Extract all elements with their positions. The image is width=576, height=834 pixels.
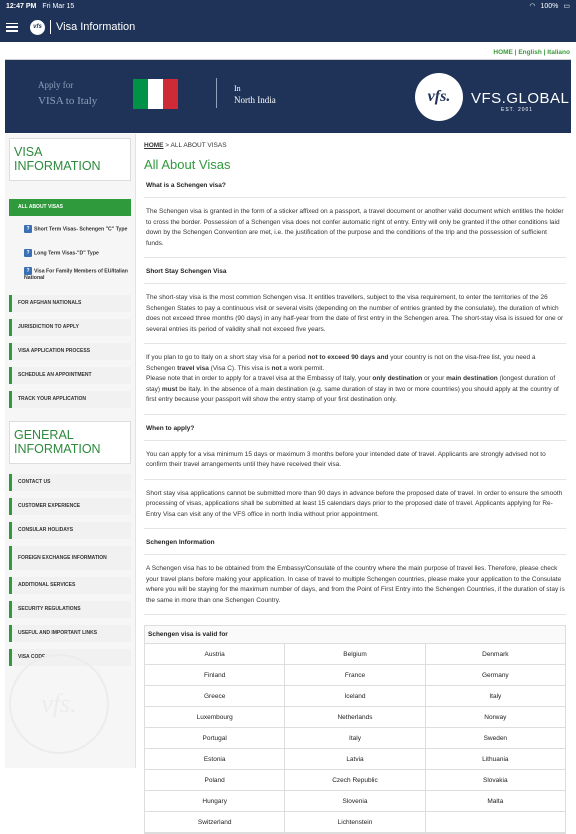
section-divider: [144, 528, 566, 529]
text-span: If you plan to go to Italy on a short stay visa for a period: [146, 354, 308, 361]
table-cell: Sweden: [426, 728, 565, 749]
sidebar-subitem-label: Visa For Family Members of EU/Italian National: [24, 268, 128, 282]
sidebar-item-track[interactable]: TRACK YOUR APPLICATION: [9, 391, 131, 408]
table-cell: Greece: [145, 686, 285, 707]
table-cell: Slovakia: [426, 770, 565, 791]
sidebar-subitem-short-term[interactable]: [9, 225, 131, 247]
section-divider: [144, 197, 566, 198]
sidebar-subitem-family[interactable]: [9, 267, 131, 289]
table-cell: Lichtenstein: [285, 812, 425, 833]
table-cell: Finland: [145, 665, 285, 686]
text-span: your country is not on the visa-free list, you need a Schengen: [146, 354, 536, 372]
question-icon: ?: [24, 249, 32, 257]
vfs-brand-name: VFS.GLOBAL: [471, 90, 570, 107]
paragraph-short-stay: The short-stay visa is the most common Schengen visa. It entitles travellers, subject to the visa requirement, to enter the territories of the 26 Schengen States to pay a continuous visit or several visits (depending on the number of entries granted by the consulate), the duration of which does not exceed three months (90 days) in any half-year from the date of first entry in the Schengen area. The short-stay visa is issued for one or several entries its period of validity shall not exceed five years.: [146, 294, 564, 333]
sidebar-item-schedule[interactable]: SCHEDULE AN APPOINTMENT: [9, 367, 131, 384]
sidebar-item-contact[interactable]: CONTACT US: [9, 474, 131, 491]
paragraph-short-stay-timing: Short stay visa applications cannot be submitted more than 90 days in advance before the proposed date of travel. In order to ensure the smooth processing of visas, applications shall be submitted at least 15 calendars days prior to the proposed date of travel. Applicants applying for Re-Entry Visa can visit any of the VFS office in north India without prior appointment.: [146, 489, 563, 518]
nav-divider: [50, 20, 51, 34]
italy-flag-icon: [133, 79, 178, 109]
breadcrumb-current: > ALL ABOUT VISAS: [163, 142, 227, 149]
table-row: [145, 812, 565, 833]
battery-icon: ▭: [563, 3, 570, 10]
schengen-countries-table: [144, 625, 566, 834]
italiano-link[interactable]: Italiano: [547, 49, 570, 56]
sidebar-item-jurisdiction[interactable]: JURISDICTION TO APPLY: [9, 319, 131, 336]
section-divider: [144, 554, 566, 555]
paragraph-schengen-information: A Schengen visa has to be obtained from the Embassy/Consulate of the country where the main purpose of travel lies. Therefore, please check your travel plans before making your application. In case of travel to multiple Schengen countries, please make your application to the Consulate where you will be staying for the maximum number of days, and from the Point of First Entry into the Schengen Countries, if the duration of stay is the same in more than one Schengen Country.: [146, 565, 565, 604]
table-cell: Lithuania: [426, 749, 565, 770]
table-cell: Luxembourg: [145, 707, 285, 728]
banner-in-text: In: [234, 84, 241, 93]
section-divider: [144, 257, 566, 258]
table-row: [145, 791, 565, 812]
section-divider: [144, 479, 566, 480]
language-links: HOME | English | Italiano: [493, 49, 570, 56]
table-cell: Malta: [426, 791, 565, 812]
breadcrumb-home-link[interactable]: HOME: [144, 142, 164, 149]
vfs-logo-small[interactable]: vfs: [30, 20, 45, 35]
text-bold: only destination: [372, 375, 423, 382]
sidebar-item-customer-experience[interactable]: CUSTOMER EXPERIENCE: [9, 498, 131, 515]
table-cell: Denmark: [426, 644, 565, 665]
text-bold: not to exceed 90 days and: [307, 354, 389, 361]
section-divider: [144, 414, 566, 415]
table-cell: Switzerland: [145, 812, 285, 833]
page-title: All About Visas: [144, 157, 231, 172]
hero-banner: [5, 60, 571, 133]
table-cell: Estonia: [145, 749, 285, 770]
sidebar-item-forex[interactable]: FOREIGN EXCHANGE INFORMATION: [9, 546, 131, 570]
sidebar-subitem-label: Short Term Visas- Schengen "C" Type: [34, 226, 128, 233]
main-content: [144, 142, 566, 826]
wifi-icon: ◠: [529, 3, 536, 10]
table-row: [145, 770, 565, 791]
table-row: [145, 728, 565, 749]
table-cell: Germany: [426, 665, 565, 686]
section-heading-schengen-information: Schengen Information: [146, 539, 215, 546]
table-cell: Austria: [145, 644, 285, 665]
section-divider: [144, 614, 566, 615]
breadcrumb: [144, 142, 566, 149]
sidebar-item-links[interactable]: USEFUL AND IMPORTANT LINKS: [9, 625, 131, 642]
table-cell: Slovenia: [285, 791, 425, 812]
table-row: [145, 665, 565, 686]
table-row: [145, 749, 565, 770]
paragraph-italy-short-stay: [144, 353, 566, 406]
text-bold: travel visa: [177, 364, 209, 372]
text-bold: not: [271, 364, 282, 372]
section-divider: [144, 343, 566, 344]
table-cell: Belgium: [285, 644, 425, 665]
table-cell: Hungary: [145, 791, 285, 812]
sidebar-item-holidays[interactable]: CONSULAR HOLIDAYS: [9, 522, 131, 539]
sidebar-item-all-about-visas[interactable]: ALL ABOUT VISAS: [9, 199, 131, 216]
table-header: Schengen visa is valid for: [145, 626, 565, 644]
table-cell: Netherlands: [285, 707, 425, 728]
text-span: Please note that in order to apply for a travel visa at the Embassy of Italy, your: [146, 375, 373, 382]
sidebar-subitem-label: Long Term Visas-"D" Type: [34, 250, 99, 257]
text-span: (Visa C). This visa is: [208, 364, 272, 372]
banner-visa-text: VISA to Italy: [38, 95, 98, 107]
text-span: (longest duration of stay): [146, 375, 556, 393]
table-cell: [426, 812, 565, 833]
home-link[interactable]: HOME: [493, 49, 513, 56]
sidebar-item-visa-code[interactable]: VISA CODE: [9, 649, 131, 666]
table-cell: Latvia: [285, 749, 425, 770]
table-cell: Iceland: [285, 686, 425, 707]
question-icon: ?: [24, 225, 32, 233]
status-time: 12:47 PM: [6, 2, 37, 10]
sidebar-item-additional-services[interactable]: ADDITIONAL SERVICES: [9, 577, 131, 594]
section-heading-schengen-visa: What is a Schengen visa?: [146, 182, 226, 189]
nav-title: Visa Information: [56, 21, 136, 33]
text-bold: main destination: [446, 375, 498, 382]
section-heading-when-to-apply: When to apply?: [146, 424, 195, 432]
text-span: or your: [422, 375, 447, 382]
text-bold: must: [161, 385, 178, 393]
table-row: [145, 707, 565, 728]
paragraph-when-to-apply: You can apply for a visa minimum 15 days or maximum 3 months before your intended date of travel. Applicants are strongly advised not to confirm their travel arrangements until they have received their visa.: [146, 450, 546, 468]
menu-icon[interactable]: [6, 23, 18, 32]
vfs-watermark-logo: vfs.: [9, 654, 109, 754]
section-divider: [144, 283, 566, 284]
banner-divider: [216, 78, 217, 108]
table-cell: Italy: [426, 686, 565, 707]
sidebar: [5, 134, 136, 768]
text-span: be Italy. In the absence of a main destination (e.g. same duration of stay in two or more countries) you should apply at the country of first entry because your passport will show the entry stamp of your first destination only.: [146, 385, 559, 403]
vfs-established: EST. 2001: [501, 107, 534, 113]
question-icon: ?: [24, 267, 32, 275]
banner-apply-text: Apply for: [38, 80, 74, 90]
table-row: [145, 644, 565, 665]
status-date: Fri Mar 15: [42, 2, 75, 10]
status-bar: [0, 0, 576, 12]
sidebar-item-afghan[interactable]: FOR AFGHAN NATIONALS: [9, 295, 131, 312]
vfs-logo-icon[interactable]: vfs.: [415, 73, 463, 121]
paragraph-schengen-visa: The Schengen visa is granted in the form of a sticker affixed on a passport, a travel document or another valid document which entitles the holder to cross the border. Possession of a Schengen visa does not confer automatic right of entry. Entry will only be granted if the other conditions laid down by the Schengen Convention are met, i.e. the justification of the purpose and the conditions of the trip and the possession of sufficient funds.: [146, 208, 564, 247]
table-cell: Portugal: [145, 728, 285, 749]
sidebar-subitem-long-term[interactable]: [9, 249, 131, 265]
table-cell: Norway: [426, 707, 565, 728]
visa-information-heading: VISA INFORMATION: [9, 138, 131, 181]
sidebar-item-security[interactable]: SECURITY REGULATIONS: [9, 601, 131, 618]
battery-percent: 100%: [540, 2, 559, 10]
table-row: [145, 686, 565, 707]
english-link[interactable]: English: [518, 49, 542, 56]
text-span: a work permit.: [281, 364, 325, 372]
app-navbar: [0, 12, 576, 42]
general-information-heading: GENERAL INFORMATION: [9, 421, 131, 464]
table-cell: France: [285, 665, 425, 686]
table-cell: Czech Republic: [285, 770, 425, 791]
table-cell: Poland: [145, 770, 285, 791]
sidebar-item-application-process[interactable]: VISA APPLICATION PROCESS: [9, 343, 131, 360]
section-heading-short-stay: Short Stay Schengen Visa: [146, 268, 227, 275]
banner-region-text: North India: [234, 95, 276, 105]
table-cell: Italy: [285, 728, 425, 749]
section-divider: [144, 440, 566, 441]
